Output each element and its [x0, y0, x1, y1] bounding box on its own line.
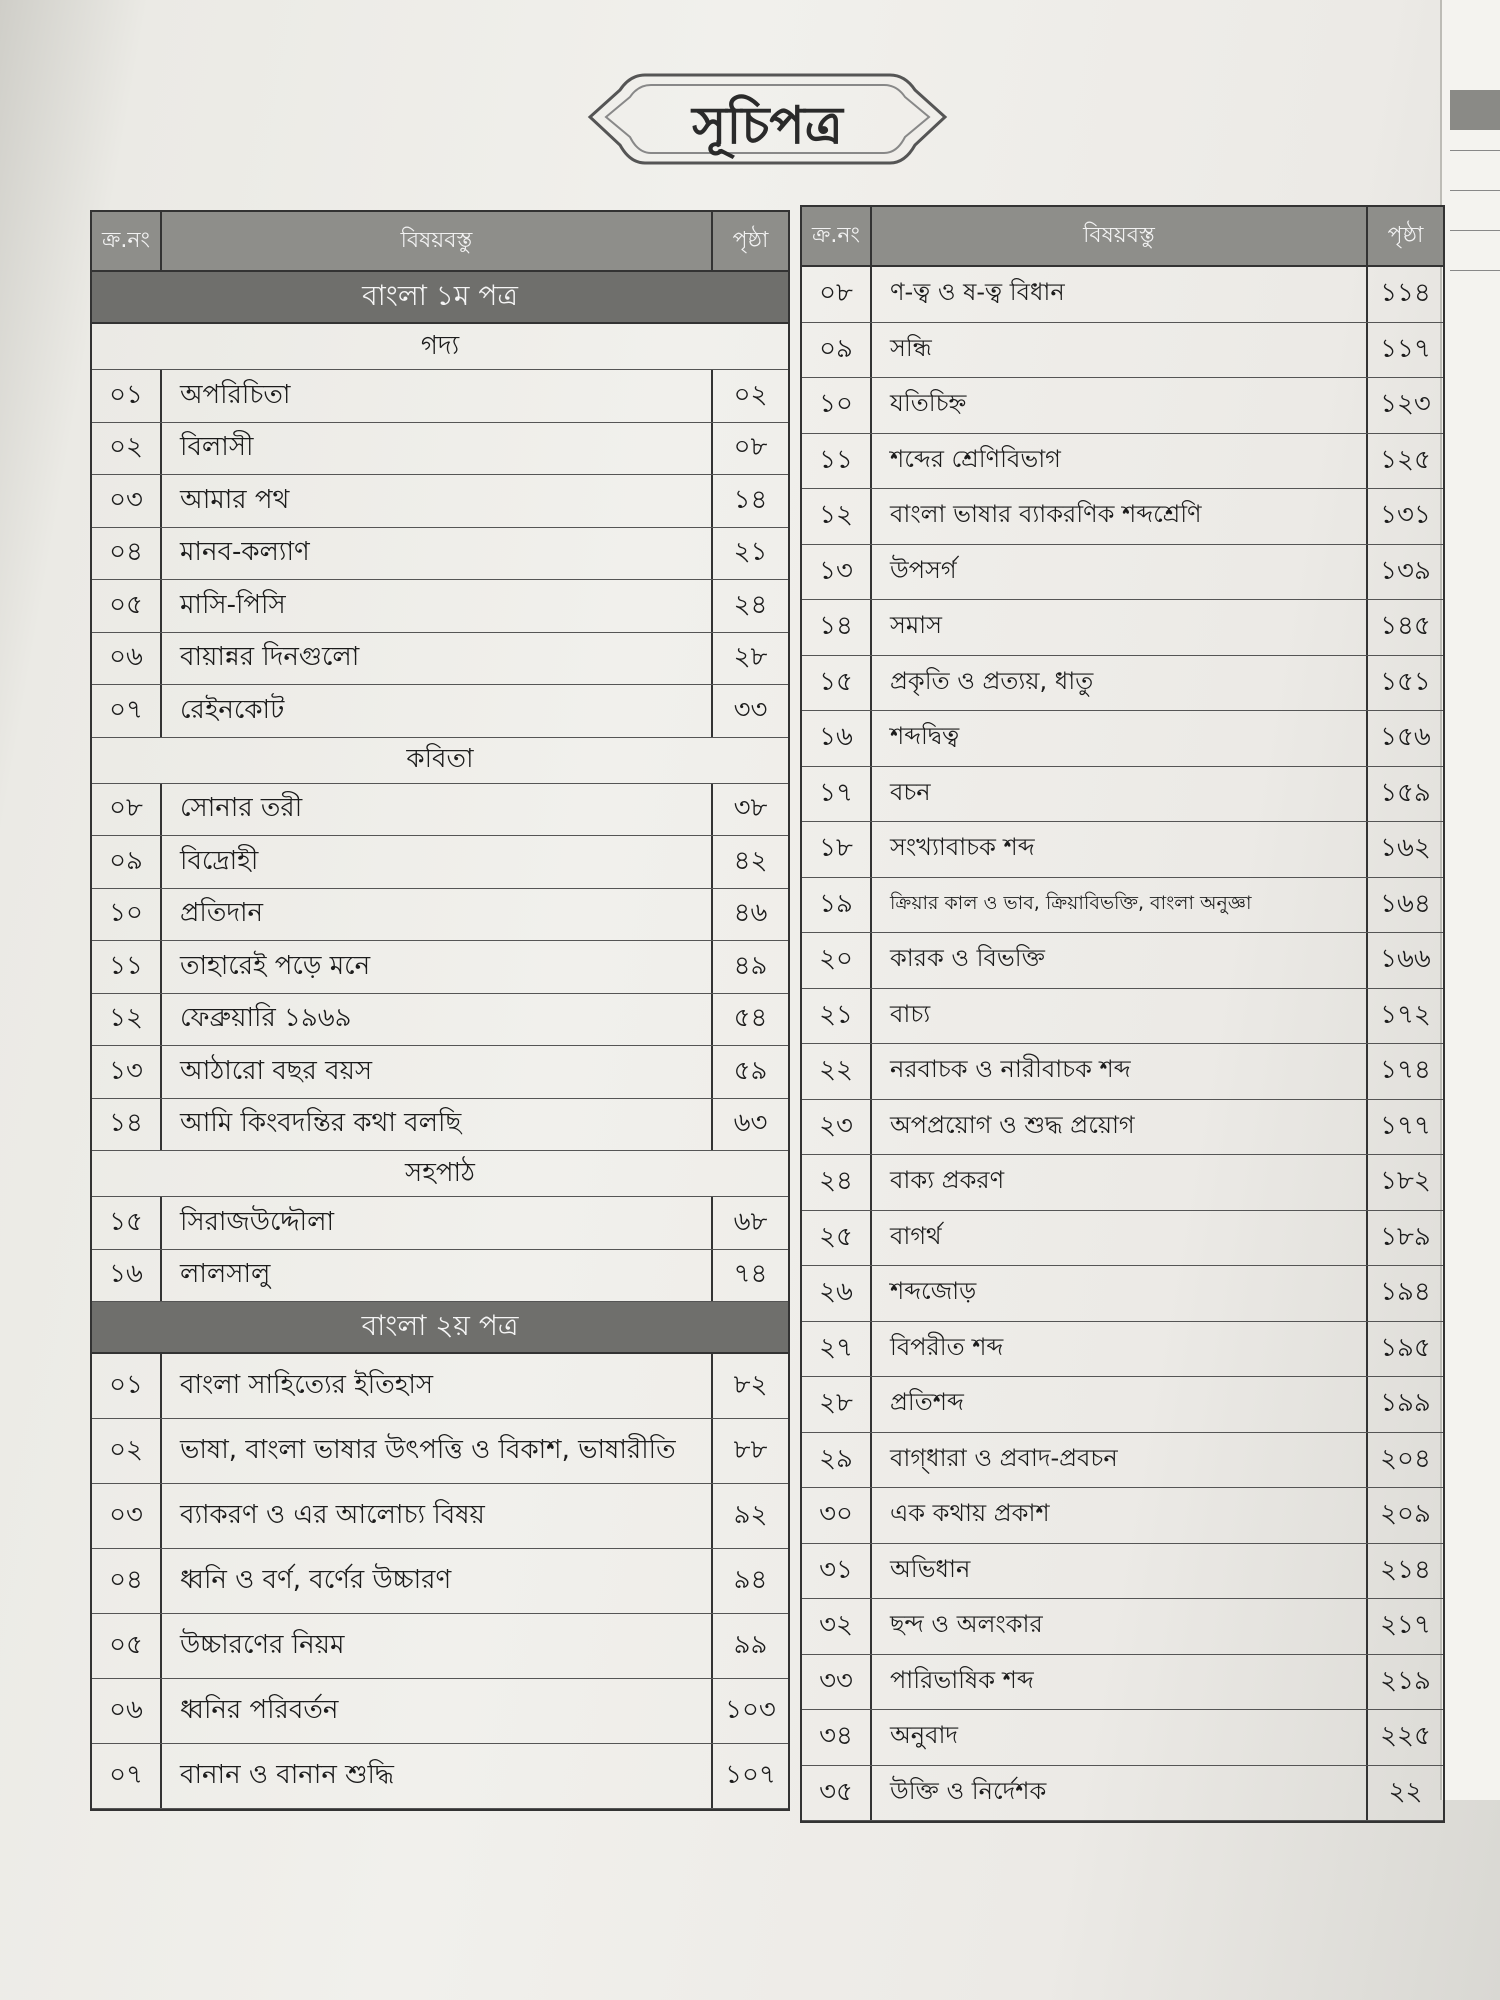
row-serial: ৩৩ [802, 1655, 872, 1710]
row-topic: বাচ্য [872, 989, 1368, 1044]
row-page-number: ২১৪ [1380, 1554, 1431, 1585]
row-serial: ০৮ [92, 784, 162, 836]
row-page-number: ১৯৫ [1380, 1332, 1431, 1363]
row-page-number: ২৪ [733, 589, 768, 620]
row-serial: ০৫ [92, 580, 162, 632]
row-page-number: ১৬২ [1380, 833, 1431, 864]
row-page-number: ১০৭ [725, 1760, 776, 1790]
row-serial: ২৬ [802, 1266, 872, 1321]
table-row [802, 434, 1443, 490]
row-page-number: ১৬৪ [1380, 888, 1431, 919]
row-page-number: ২০৯ [1380, 1499, 1431, 1530]
row-page-number: ৩৮ [733, 793, 768, 824]
table-row [802, 489, 1443, 545]
row-topic: অনুবাদ [872, 1710, 1368, 1765]
row-serial: ১২ [802, 489, 872, 544]
row-topic: বচন [872, 767, 1368, 822]
row-page-number: ১৪৫ [1380, 611, 1431, 642]
row-topic: এক কথায় প্রকাশ [872, 1488, 1368, 1543]
table-row [92, 1419, 788, 1484]
header-subject: বিষয়বস্তু [872, 207, 1368, 265]
row-page-number: ১৩৯ [1380, 555, 1431, 586]
row-serial: ০৪ [92, 1549, 162, 1613]
table-row [802, 989, 1443, 1045]
row-topic: মানব-কল্যাণ [162, 528, 713, 580]
section-heading-kobita: কবিতা [92, 738, 788, 784]
header-serial: ক্র.নং [802, 207, 872, 265]
table-row [92, 1484, 788, 1549]
row-page-number: ১৬৬ [1380, 944, 1431, 975]
row-topic: বিপরীত শব্দ [872, 1322, 1368, 1377]
table-row [802, 1322, 1443, 1378]
table-row [802, 1266, 1443, 1322]
table-row [802, 1710, 1443, 1766]
row-topic: উপসর্গ [872, 545, 1368, 600]
row-page-number: ১২৩ [1380, 389, 1431, 420]
row-topic: সন্ধি [872, 323, 1368, 378]
row-topic: অভিধান [872, 1544, 1368, 1599]
row-page-number: ১০৩ [725, 1695, 776, 1725]
section-heading-gadya: গদ্য [92, 324, 788, 370]
table-row [92, 580, 788, 633]
row-serial: ১৭ [802, 767, 872, 822]
row-topic: সংখ্যাবাচক শব্দ [872, 822, 1368, 877]
table-row [802, 933, 1443, 989]
row-topic: উক্তি ও নির্দেশক [872, 1766, 1368, 1821]
row-page-number: ২১৭ [1380, 1610, 1431, 1641]
row-topic: আমি কিংবদন্তির কথা বলছি [162, 1099, 713, 1151]
row-page-number: ৫৯ [733, 1055, 768, 1086]
table-row [802, 822, 1443, 878]
header-subject: বিষয়বস্তু [162, 212, 713, 270]
toc-table-left [90, 210, 790, 1811]
row-serial: ১৯ [802, 878, 872, 933]
row-serial: ০৬ [92, 633, 162, 685]
row-page-number: ১৯৯ [1380, 1388, 1431, 1419]
row-page-number: ০৮ [733, 432, 768, 463]
row-serial: ০৮ [802, 267, 872, 322]
table-row [802, 1655, 1443, 1711]
row-serial: ১৪ [802, 600, 872, 655]
row-page-number: ২২ [1388, 1776, 1423, 1807]
row-serial: ৩১ [802, 1544, 872, 1599]
table-row [802, 267, 1443, 323]
table-row [802, 656, 1443, 712]
row-serial: ০৭ [92, 1744, 162, 1808]
row-page-number: ১৭২ [1380, 999, 1431, 1030]
row-serial: ০৩ [92, 1484, 162, 1548]
row-page-number: ৮৮ [733, 1435, 768, 1465]
row-page-number: ২২৫ [1380, 1721, 1431, 1752]
table-header [92, 212, 788, 272]
table-row [92, 941, 788, 994]
table-row [802, 600, 1443, 656]
row-topic: বানান ও বানান শুদ্ধি [162, 1744, 713, 1808]
row-page-number: ৯৪ [733, 1565, 768, 1595]
table-row [802, 878, 1443, 934]
table-row [802, 711, 1443, 767]
row-page-number: ১৫৯ [1380, 777, 1431, 808]
row-topic: নরবাচক ও নারীবাচক শব্দ [872, 1044, 1368, 1099]
row-serial: ২০ [802, 933, 872, 988]
row-page-number: ১২৫ [1380, 444, 1431, 475]
row-serial: ২৪ [802, 1155, 872, 1210]
row-page-number: ৫৪ [733, 1003, 768, 1034]
row-topic: উচ্চারণের নিয়ম [162, 1614, 713, 1678]
table-row [92, 1250, 788, 1303]
row-topic: লালসালু [162, 1250, 713, 1302]
table-row [802, 1211, 1443, 1267]
adjacent-page-edge [1440, 0, 1500, 1800]
row-topic: সোনার তরী [162, 784, 713, 836]
adjacent-page-header [1450, 90, 1500, 130]
row-page-number: ১১৭ [1380, 333, 1431, 364]
part2-rows [92, 1354, 788, 1809]
row-serial: ১৫ [802, 656, 872, 711]
table-row [802, 1377, 1443, 1433]
row-topic: আঠারো বছর বয়স [162, 1046, 713, 1098]
row-page-number: ৭৪ [733, 1259, 768, 1290]
row-topic: বাংলা সাহিত্যের ইতিহাস [162, 1354, 713, 1418]
row-topic: শব্দের শ্রেণিবিভাগ [872, 434, 1368, 489]
row-topic: পারিভাষিক শব্দ [872, 1655, 1368, 1710]
row-serial: ১১ [92, 941, 162, 993]
table-row [92, 423, 788, 476]
row-topic: ব্যাকরণ ও এর আলোচ্য বিষয় [162, 1484, 713, 1548]
row-serial: ২৭ [802, 1322, 872, 1377]
table-row [92, 1679, 788, 1744]
row-page-number: ২৮ [733, 642, 768, 673]
row-page-number: ১৯৪ [1380, 1277, 1431, 1308]
row-topic: ধ্বনি ও বর্ণ, বর্ণের উচ্চারণ [162, 1549, 713, 1613]
table-row [802, 1599, 1443, 1655]
table-row [802, 1488, 1443, 1544]
table-row [802, 1544, 1443, 1600]
row-page-number: ৮২ [733, 1370, 768, 1400]
row-serial: ১২ [92, 994, 162, 1046]
row-serial: ০১ [92, 1354, 162, 1418]
kobita-rows [92, 784, 788, 1152]
row-serial: ১৬ [802, 711, 872, 766]
row-topic: ভাষা, বাংলা ভাষার উৎপত্তি ও বিকাশ, ভাষারীতি [162, 1419, 713, 1483]
row-topic: আমার পথ [162, 475, 713, 527]
table-row [802, 323, 1443, 379]
table-row [92, 1549, 788, 1614]
row-topic: বাগর্থ [872, 1211, 1368, 1266]
row-topic: অপরিচিতা [162, 370, 713, 422]
sohopath-rows [92, 1197, 788, 1302]
adjacent-page-row [1450, 190, 1500, 230]
table-row [92, 1614, 788, 1679]
row-page-number: ২১৯ [1380, 1665, 1431, 1696]
row-page-number: ১৩১ [1380, 500, 1431, 531]
row-topic: বিদ্রোহী [162, 836, 713, 888]
table-row [92, 1354, 788, 1419]
row-serial: ৩০ [802, 1488, 872, 1543]
row-page-number: ২০৪ [1380, 1443, 1431, 1474]
table-row [802, 378, 1443, 434]
row-topic: বিলাসী [162, 423, 713, 475]
table-row [802, 1044, 1443, 1100]
table-row [92, 1046, 788, 1099]
row-page-number: ৬৮ [733, 1206, 768, 1237]
row-topic: সমাস [872, 600, 1368, 655]
table-row [92, 1197, 788, 1250]
row-topic: অপপ্রয়োগ ও শুদ্ধ প্রয়োগ [872, 1100, 1368, 1155]
row-serial: ০১ [92, 370, 162, 422]
row-serial: ৩৫ [802, 1766, 872, 1821]
row-topic: যতিচিহ্ন [872, 378, 1368, 433]
header-page: পৃষ্ঠা [732, 227, 769, 253]
row-topic: কারক ও বিভক্তি [872, 933, 1368, 988]
page-title: সূচিপত্র [692, 95, 843, 156]
row-page-number: ১৪ [733, 484, 768, 515]
row-topic: শব্দজোড় [872, 1266, 1368, 1321]
row-serial: ২৫ [802, 1211, 872, 1266]
row-topic: বাক্য প্রকরণ [872, 1155, 1368, 1210]
adjacent-page-row [1450, 230, 1500, 270]
row-page-number: ১৭৭ [1380, 1110, 1431, 1141]
row-serial: ০৫ [92, 1614, 162, 1678]
row-topic: প্রতিশব্দ [872, 1377, 1368, 1432]
row-serial: ১৩ [92, 1046, 162, 1098]
row-page-number: ৬৩ [733, 1108, 768, 1139]
row-topic: শব্দদ্বিত্ব [872, 711, 1368, 766]
row-topic: সিরাজউদ্দৌলা [162, 1197, 713, 1249]
title-banner [585, 55, 950, 185]
row-topic: প্রকৃতি ও প্রত্যয়, ধাতু [872, 656, 1368, 711]
table-row [802, 1155, 1443, 1211]
row-page-number: ১৭৪ [1380, 1055, 1431, 1086]
row-page-number: ১১৪ [1380, 278, 1431, 309]
row-serial: ৩৪ [802, 1710, 872, 1765]
table-row [92, 528, 788, 581]
row-serial: ১৫ [92, 1197, 162, 1249]
table-row [802, 1433, 1443, 1489]
row-serial: ২২ [802, 1044, 872, 1099]
table-row [802, 545, 1443, 601]
row-page-number: ৯২ [733, 1500, 768, 1530]
table-row [802, 767, 1443, 823]
row-serial: ১৪ [92, 1099, 162, 1151]
row-serial: ০৯ [802, 323, 872, 378]
section-heading-sohopath: সহপাঠ [92, 1151, 788, 1197]
row-page-number: ২১ [733, 537, 768, 568]
row-serial: ১০ [92, 889, 162, 941]
row-topic: মাসি-পিসি [162, 580, 713, 632]
table-row [92, 1744, 788, 1809]
header-page: পৃষ্ঠা [1387, 222, 1424, 248]
row-serial: ২৮ [802, 1377, 872, 1432]
row-topic: প্রতিদান [162, 889, 713, 941]
header-serial: ক্র.নং [92, 212, 162, 270]
row-page-number: ৪৯ [733, 950, 768, 981]
row-page-number: ১৫১ [1380, 666, 1431, 697]
row-serial: ০৪ [92, 528, 162, 580]
row-page-number: ৯৯ [733, 1630, 768, 1660]
row-serial: ৩২ [802, 1599, 872, 1654]
row-topic: ফেব্রুয়ারি ১৯৬৯ [162, 994, 713, 1046]
row-serial: ০৬ [92, 1679, 162, 1743]
row-serial: ০২ [92, 423, 162, 475]
part1-heading: বাংলা ১ম পত্র [92, 272, 788, 324]
row-serial: ০২ [92, 1419, 162, 1483]
row-page-number: ১৮২ [1380, 1166, 1431, 1197]
row-page-number: ১৫৬ [1380, 722, 1431, 753]
table-row [92, 784, 788, 837]
table-row [92, 685, 788, 738]
table-row [92, 475, 788, 528]
row-serial: ১৩ [802, 545, 872, 600]
row-page-number: ৪৬ [733, 898, 768, 929]
table-row [802, 1100, 1443, 1156]
row-serial: ২৯ [802, 1433, 872, 1488]
table-row [92, 1099, 788, 1152]
row-topic: ছন্দ ও অলংকার [872, 1599, 1368, 1654]
row-topic: ধ্বনির পরিবর্তন [162, 1679, 713, 1743]
adjacent-page-row [1450, 150, 1500, 190]
row-topic: ণ-ত্ব ও ষ-ত্ব বিধান [872, 267, 1368, 322]
table-row [92, 633, 788, 686]
part2-heading: বাংলা ২য় পত্র [92, 1302, 788, 1354]
table-row [92, 889, 788, 942]
table-header [802, 207, 1443, 267]
row-topic: বায়ান্নর দিনগুলো [162, 633, 713, 685]
right-rows [802, 267, 1443, 1821]
row-serial: ২১ [802, 989, 872, 1044]
row-topic: বাগ্‌ধারা ও প্রবাদ-প্রবচন [872, 1433, 1368, 1488]
row-serial: ০৯ [92, 836, 162, 888]
row-serial: ১০ [802, 378, 872, 433]
table-row [802, 1766, 1443, 1822]
row-page-number: ৩৩ [733, 694, 768, 725]
toc-table-right [800, 205, 1445, 1823]
gadya-rows [92, 370, 788, 738]
row-topic: ক্রিয়ার কাল ও ভাব, ক্রিয়াবিভক্তি, বাংলা অনুজ্ঞা [872, 878, 1368, 933]
row-topic: তাহারেই পড়ে মনে [162, 941, 713, 993]
row-page-number: ৪২ [733, 845, 768, 876]
row-topic: বাংলা ভাষার ব্যাকরণিক শব্দশ্রেণি [872, 489, 1368, 544]
row-serial: ২৩ [802, 1100, 872, 1155]
adjacent-page-row [1450, 270, 1500, 310]
row-page-number: ১৮৯ [1380, 1221, 1431, 1252]
row-serial: ১৬ [92, 1250, 162, 1302]
row-topic: রেইনকোট [162, 685, 713, 737]
row-page-number: ০২ [733, 379, 768, 410]
table-row [92, 994, 788, 1047]
row-serial: ০৩ [92, 475, 162, 527]
row-serial: ০৭ [92, 685, 162, 737]
row-serial: ১৮ [802, 822, 872, 877]
table-row [92, 836, 788, 889]
row-serial: ১১ [802, 434, 872, 489]
table-row [92, 370, 788, 423]
